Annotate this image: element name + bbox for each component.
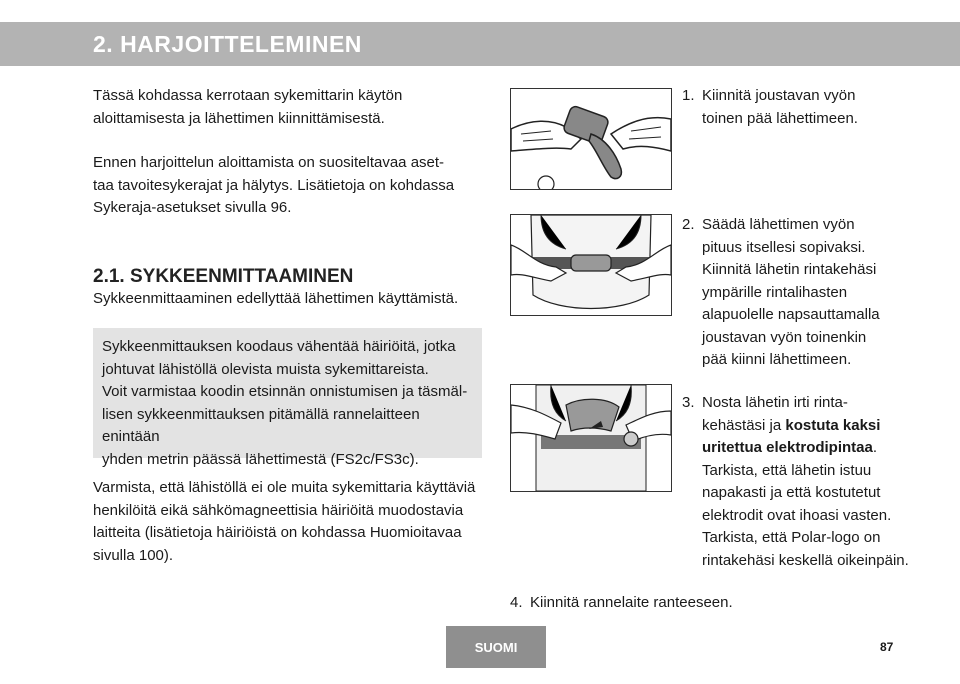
step-1-line-1: Kiinnitä joustavan vyön [702,87,856,104]
step-3-number: 3. [682,394,695,411]
strap-attach-drawing [511,89,671,189]
step-3-line-1: Nosta lähetin irti rinta- [702,394,848,411]
step-1-line-2: toinen pää lähettimeen. [702,109,858,127]
step-3-line-3 [682,437,942,460]
section-subtitle: Sykkeenmittaaminen edellyttää lähettimen käyttämistä. [93,290,459,307]
step-3-line-2-text: kehästäsi ja [702,416,786,434]
step-3-line-4: Tarkista, että lähetin istuu [702,461,872,479]
step-3-line-2-bold: kostuta kaksi [785,416,881,434]
step-3-line-7: Tarkista, että Polar-logo on [702,529,881,546]
step-2-line-7: pää kiinni lähettimeen. [702,351,852,368]
step-4-number: 4. [510,594,523,611]
step-2-line-2: pituus itsellesi sopivaksi. [702,238,866,256]
step-2-line-5: alapuolelle napsauttamalla [702,306,880,323]
step-2-number: 2. [682,216,695,233]
section-heading: 2.1. SYKKEENMITTAAMINEN [93,266,354,287]
page-number: 87 [880,640,894,654]
step-2-line-4: ympärille rintalihasten [702,283,848,301]
step-2 [682,214,942,372]
intro-paragraph: Tässä kohdassa kerrotaan sykemittarin käytön aloittamisesta ja lähettimen kiinnittämisestä. [93,87,403,127]
warning-paragraph: Varmista, että lähistöllä ei ole muita sykemittaria käyttäviä henkilöitä eikä sähkömagneettisia häiriöitä muodostavia laitteita (lisätietoja häiriöistä on kohdassa Huomioitavaa sivulla 100). [93,479,476,564]
page-title: 2. HARJOITTELEMINEN [93,31,362,57]
step-1-number: 1. [682,87,695,104]
step-3 [682,392,942,572]
step-4-text: Kiinnitä rannelaite ranteeseen. [530,594,733,611]
illustration-moisten-electrodes [510,384,672,492]
illustration-strap-attach [510,88,672,190]
step-1 [682,85,942,130]
step-2-line-3: Kiinnitä lähetin rintakehäsi [702,261,877,278]
chest-strap-drawing [511,215,671,315]
step-3-line-6: elektrodit ovat ihoasi vasten. [702,506,892,524]
moisten-electrodes-drawing [511,385,671,491]
language-tab-label: SUOMI [474,639,518,655]
step-2-line-6: joustavan vyön toinenkin [702,328,867,346]
note-text: Sykkeenmittauksen koodaus vähentää häiriöitä, jotka johtuvat lähistöllä olevista muista sykemittareista. Voit varmistaa koodin etsinnän onnistumisen ja täsmäl- lisen sykkeenmittauksen pitämällä rannelaitteen enintään yhden metrin päässä lähettimestä (FS2c/FS3c). [102,338,468,468]
language-tab [446,626,546,668]
step-3-line-3-text: . [872,439,878,456]
step-4 [510,592,810,615]
step-3-line-3-bold: uritettua elektrodipintaa [702,439,873,456]
before-training-paragraph: Ennen harjoittelun aloittamista on suositeltavaa aset- taa tavoitesykerajat ja hälytys. Lisätietoja on kohdassa Sykeraja-asetukset sivulla 96. [93,154,455,216]
step-3-line-8: rintakehäsi keskellä oikeinpäin. [702,551,909,569]
step-2-line-1: Säädä lähettimen vyön [702,216,855,233]
illustration-chest-strap [510,214,672,316]
step-3-line-5: napakasti ja että kostutetut [702,484,881,501]
step-3-line-2 [682,415,942,438]
